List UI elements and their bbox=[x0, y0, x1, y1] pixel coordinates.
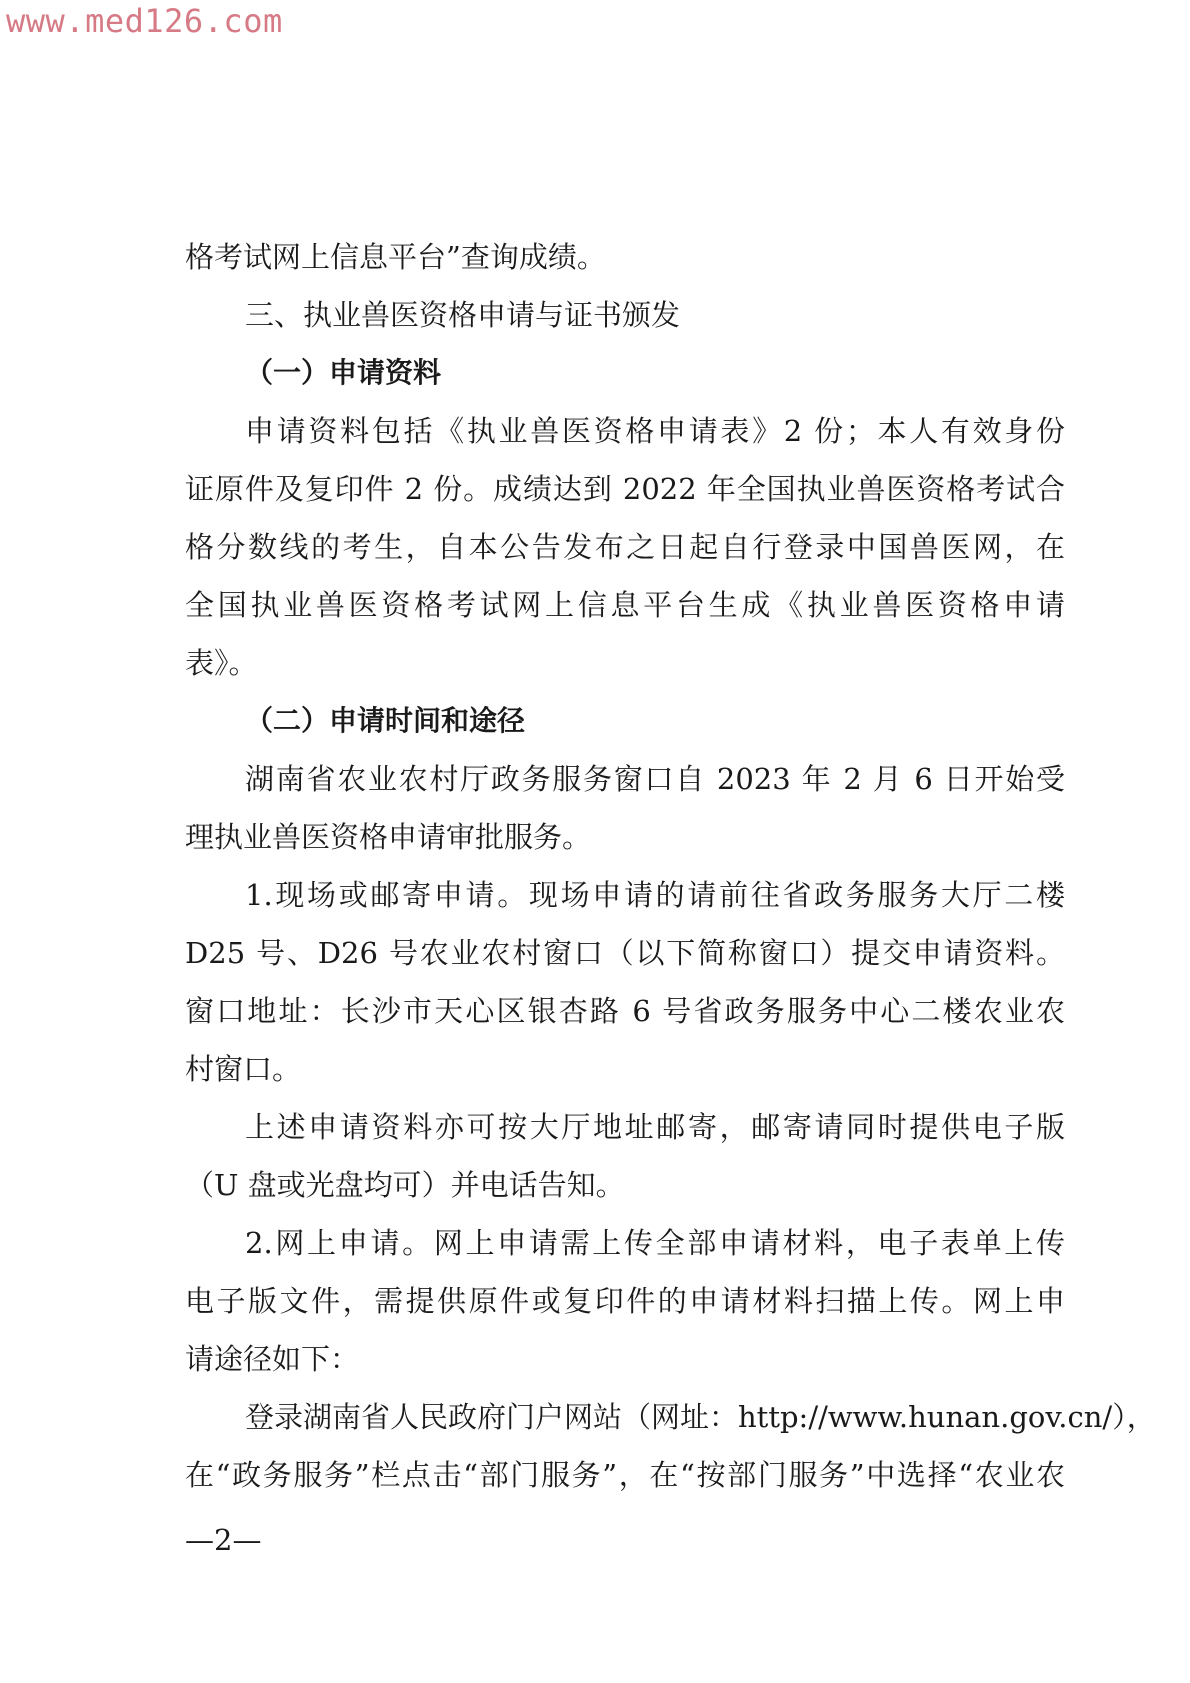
paragraph-line: 在“政务服务”栏点击“部门服务”，在“按部门服务”中选择“农业农 bbox=[185, 1458, 1065, 1492]
paragraph-line: D25 号、D26 号农业农村窗口（以下简称窗口）提交申请资料。 bbox=[185, 936, 1065, 970]
paragraph-line: 全国执业兽医资格考试网上信息平台生成《执业兽医资格申请 bbox=[185, 588, 1065, 622]
page-number: —2— bbox=[185, 1523, 262, 1557]
paragraph-line: （U 盘或光盘均可）并电话告知。 bbox=[185, 1168, 625, 1202]
paragraph-line: 理执业兽医资格申请审批服务。 bbox=[185, 820, 592, 854]
paragraph-line: 窗口地址：长沙市天心区银杏路 6 号省政务服务中心二楼农业农 bbox=[185, 994, 1065, 1028]
paragraph-line: 格考试网上信息平台”查询成绩。 bbox=[185, 240, 606, 274]
paragraph-line: 证原件及复印件 2 份。成绩达到 2022 年全国执业兽医资格考试合 bbox=[185, 472, 1065, 506]
subsection-heading: （一）申请资料 bbox=[245, 356, 442, 389]
paragraph-line: 1.现场或邮寄申请。现场申请的请前往省政务服务大厅二楼 bbox=[245, 878, 1065, 912]
subsection-heading: （二）申请时间和途径 bbox=[245, 704, 526, 737]
paragraph-line: 登录湖南省人民政府门户网站（网址：http://www.hunan.gov.cn/）， bbox=[245, 1400, 1156, 1434]
paragraph-line: 申请资料包括《执业兽医资格申请表》2 份；本人有效身份 bbox=[245, 414, 1065, 448]
document-body bbox=[185, 228, 1156, 1504]
paragraph-line: 请途径如下： bbox=[185, 1342, 360, 1376]
section-heading: 三、执业兽医资格申请与证书颁发 bbox=[245, 298, 681, 332]
paragraph-line: 上述申请资料亦可按大厅地址邮寄，邮寄请同时提供电子版 bbox=[245, 1110, 1065, 1144]
paragraph-line: 湖南省农业农村厅政务服务窗口自 2023 年 2 月 6 日开始受 bbox=[245, 762, 1065, 796]
watermark: www.med126.com bbox=[6, 2, 283, 40]
paragraph-line: 表》。 bbox=[185, 646, 258, 680]
paragraph-line: 电子版文件，需提供原件或复印件的申请材料扫描上传。网上申 bbox=[185, 1284, 1065, 1318]
paragraph-line: 村窗口。 bbox=[185, 1052, 302, 1086]
paragraph-line: 2.网上申请。网上申请需上传全部申请材料，电子表单上传 bbox=[245, 1226, 1065, 1260]
paragraph-line: 格分数线的考生，自本公告发布之日起自行登录中国兽医网，在 bbox=[185, 530, 1065, 564]
